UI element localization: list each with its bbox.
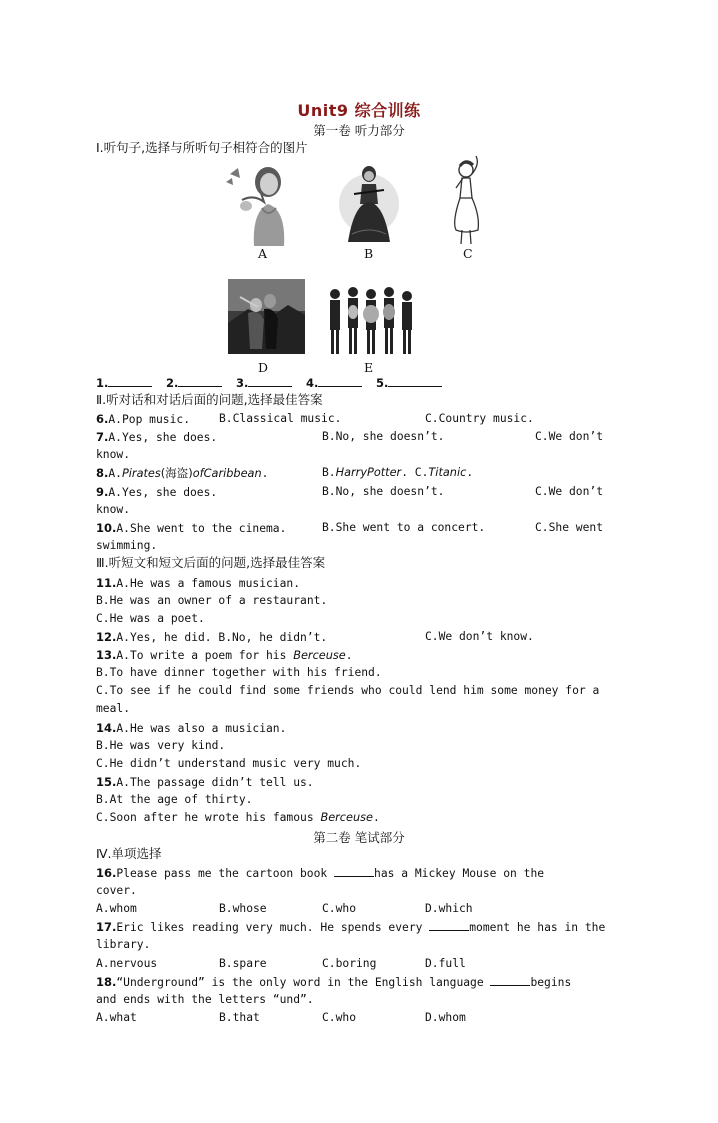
option-6a[interactable]: A.Pop music.	[108, 413, 190, 426]
picture-label-a: A	[258, 246, 268, 261]
option-18b[interactable]: B.that	[219, 1011, 260, 1024]
question-9: 9.A.Yes, she does.	[96, 485, 218, 499]
question-18: 18.“Underground” is the only word in the English language begins	[96, 975, 572, 989]
option-7c[interactable]: C.We don’t	[535, 430, 604, 443]
option-9c-continued: know.	[96, 503, 131, 516]
option-7b[interactable]: B.No, she doesn’t.	[322, 430, 445, 443]
question-7: 7.A.Yes, she does.	[96, 430, 218, 444]
option-10a[interactable]: A.She went to the cinema.	[116, 522, 287, 535]
dancer-picture-icon	[446, 154, 494, 246]
option-16c[interactable]: C.who	[322, 902, 357, 915]
answer-blank-16[interactable]	[334, 865, 374, 877]
option-6b[interactable]: B.Classical music.	[219, 412, 342, 425]
question-6: 6.A.Pop music.	[96, 412, 190, 426]
option-16b[interactable]: B.whose	[219, 902, 267, 915]
option-10b[interactable]: B.She went to a concert.	[322, 521, 486, 534]
option-6c[interactable]: C.Country music.	[425, 412, 534, 425]
option-14c[interactable]: C.He didn’t understand music very much.	[96, 757, 362, 770]
option-15a[interactable]: A.The passage didn’t tell us.	[116, 776, 314, 789]
question-13: 13.A.To write a poem for his Berceuse.	[96, 648, 353, 662]
option-7c-continued: know.	[96, 448, 131, 461]
singer-picture-icon	[224, 160, 300, 246]
option-14b[interactable]: B.He was very kind.	[96, 739, 226, 752]
option-14a[interactable]: A.He was also a musician.	[116, 722, 287, 735]
question-12: 12.A.Yes, he did. B.No, he didn’t.	[96, 630, 328, 644]
option-11c[interactable]: C.He was a poet.	[96, 612, 205, 625]
question-8: 8.A.Pirates(海盗)ofCaribbean.	[96, 466, 269, 480]
option-13b[interactable]: B.To have dinner together with his friend.	[96, 666, 382, 679]
option-17a[interactable]: A.nervous	[96, 957, 158, 970]
answer-blank-1[interactable]	[108, 375, 152, 387]
section-1-heading: Ⅰ.听句子,选择与所听句子相符合的图片	[96, 140, 308, 155]
option-9a[interactable]: A.Yes, she does.	[108, 486, 218, 499]
answer-blanks-row: 1. 2. 3. 4. 5.	[96, 375, 442, 392]
option-13c[interactable]: C.To see if he could find some friends who could lend him some money for a	[96, 684, 600, 697]
option-11a[interactable]: A.He was a famous musician.	[116, 577, 301, 590]
picture-label-b: B	[364, 246, 374, 261]
section-2-heading: Ⅱ.听对话和对话后面的问题,选择最佳答案	[96, 392, 323, 407]
answer-blank-2[interactable]	[178, 375, 222, 387]
answer-blank-5[interactable]	[388, 375, 442, 387]
question-14: 14.A.He was also a musician.	[96, 721, 287, 735]
page-title: Unit9 综合训练	[297, 101, 421, 120]
question-18-continued: and ends with the letters “und”.	[96, 993, 314, 1006]
answer-blank-4[interactable]	[318, 375, 362, 387]
answer-blank-17[interactable]	[429, 919, 469, 931]
part-two-heading: 第二卷 笔试部分	[313, 830, 405, 845]
picture-label-d: D	[258, 360, 269, 375]
option-16a[interactable]: A.whom	[96, 902, 137, 915]
option-8b-8c[interactable]: B.HarryPotter. C.Titanic.	[322, 466, 474, 479]
band-picture-icon	[325, 286, 415, 358]
option-7a[interactable]: A.Yes, she does.	[108, 431, 218, 444]
option-17d[interactable]: D.full	[425, 957, 466, 970]
question-16: 16.Please pass me the cartoon book has a Mickey Mouse on the	[96, 866, 545, 880]
question-17: 17.Eric likes reading very much. He spends every moment he has in the	[96, 920, 606, 934]
option-12c[interactable]: C.We don’t know.	[425, 630, 534, 643]
violinist-picture-icon	[338, 164, 400, 244]
option-9c[interactable]: C.We don’t	[535, 485, 604, 498]
picture-label-c: C	[463, 246, 473, 261]
question-15: 15.A.The passage didn’t tell us.	[96, 775, 314, 789]
option-18c[interactable]: C.who	[322, 1011, 357, 1024]
section-4-heading: Ⅳ.单项选择	[96, 846, 162, 861]
question-16-continued: cover.	[96, 884, 137, 897]
answer-blank-3[interactable]	[248, 375, 292, 387]
option-13c-continued: meal.	[96, 702, 131, 715]
option-15b[interactable]: B.At the age of thirty.	[96, 793, 253, 806]
option-10c-continued: swimming.	[96, 539, 158, 552]
answer-blank-18[interactable]	[490, 974, 530, 986]
option-10c[interactable]: C.She went	[535, 521, 604, 534]
part-one-heading: 第一卷 听力部分	[313, 123, 405, 138]
option-11b[interactable]: B.He was an owner of a restaurant.	[96, 594, 328, 607]
picture-label-e: E	[364, 360, 374, 375]
option-17b[interactable]: B.spare	[219, 957, 267, 970]
movie-scene-picture-icon	[228, 279, 305, 354]
option-9b[interactable]: B.No, she doesn’t.	[322, 485, 445, 498]
question-11: 11.A.He was a famous musician.	[96, 576, 301, 590]
option-18a[interactable]: A.what	[96, 1011, 137, 1024]
option-15c[interactable]: C.Soon after he wrote his famous Berceuse.	[96, 811, 380, 824]
option-12ab[interactable]: A.Yes, he did. B.No, he didn’t.	[116, 631, 328, 644]
option-18d[interactable]: D.whom	[425, 1011, 466, 1024]
question-17-continued: library.	[96, 938, 151, 951]
option-17c[interactable]: C.boring	[322, 957, 377, 970]
section-3-heading: Ⅲ.听短文和短文后面的问题,选择最佳答案	[96, 555, 326, 570]
question-10: 10.A.She went to the cinema.	[96, 521, 287, 535]
option-16d[interactable]: D.which	[425, 902, 473, 915]
